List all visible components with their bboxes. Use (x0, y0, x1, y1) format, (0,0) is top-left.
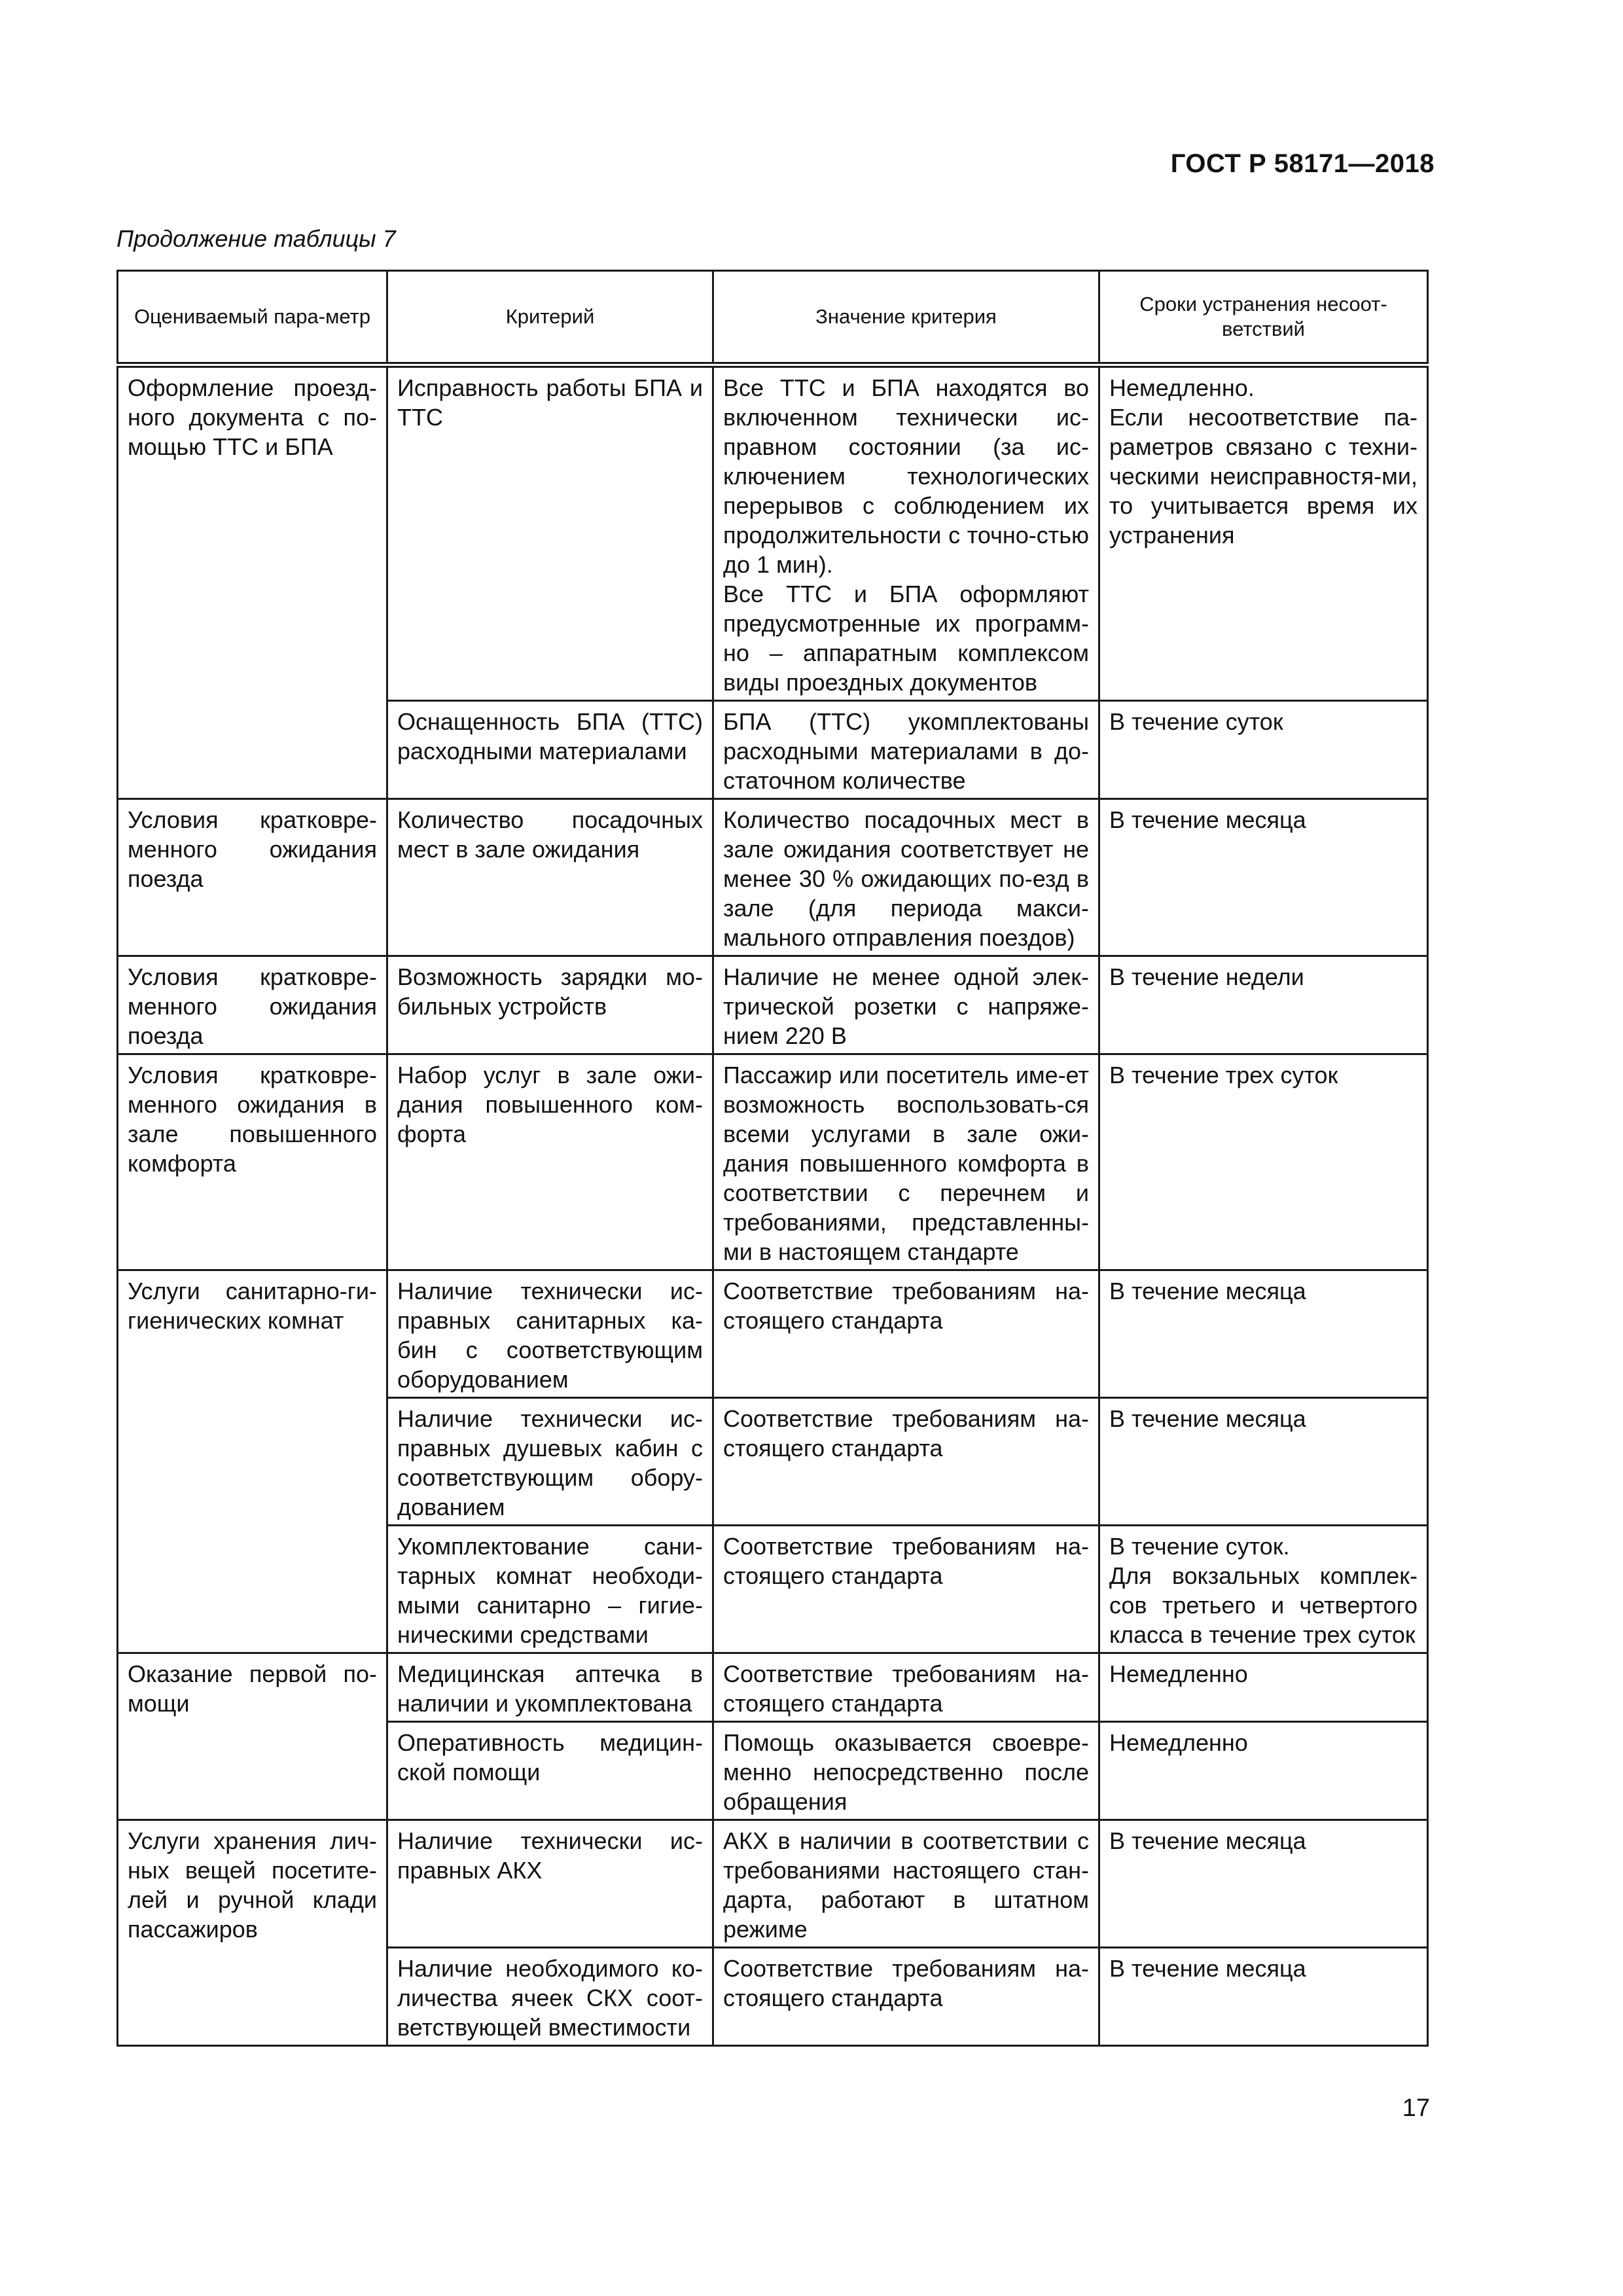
criteria-table (116, 270, 1429, 2047)
table-row (118, 1653, 1428, 1722)
cell-parameter: Условия кратковре-менного ожидания поезда (118, 799, 387, 956)
table-caption: Продолжение таблицы 7 (116, 225, 396, 252)
cell-criterion: Исправность работы БПА и ТТС (387, 365, 713, 701)
cell-value: Наличие не менее одной элек-трической розетки с напряже-нием 220 В (713, 956, 1099, 1054)
cell-parameter: Услуги санитарно-ги-гиенических комнат (118, 1270, 387, 1653)
cell-value: БПА (ТТС) укомплектованы расходными материалами в до-статочном количестве (713, 701, 1099, 799)
cell-deadline: В течение трех суток (1099, 1054, 1428, 1270)
cell-value: Помощь оказывается своевре-менно непосредственно после обращения (713, 1722, 1099, 1820)
cell-criterion: Укомплектование сани-тарных комнат необходи-мыми санитарно – гигие-ническими средствами (387, 1526, 713, 1653)
cell-criterion: Набор услуг в зале ожи-дания повышенного ком-форта (387, 1054, 713, 1270)
cell-deadline: Немедленно (1099, 1722, 1428, 1820)
cell-criterion: Оперативность медицин-ской помощи (387, 1722, 713, 1820)
table-row (118, 1270, 1428, 1398)
cell-deadline: В течение месяца (1099, 1270, 1428, 1398)
cell-parameter: Условия кратковре-менного ожидания поезда (118, 956, 387, 1054)
cell-deadline: В течение суток. Для вокзальных комплек-сов третьего и четвертого класса в течение трех суток (1099, 1526, 1428, 1653)
cell-criterion: Наличие технически ис-правных АКХ (387, 1820, 713, 1948)
cell-deadline: В течение месяца (1099, 1820, 1428, 1948)
cell-value: Количество посадочных мест в зале ожидания соответствует не менее 30 % ожидающих по-езд в зале (для периода макси-мального отправления поездов) (713, 799, 1099, 956)
cell-criterion: Оснащенность БПА (ТТС) расходными материалами (387, 701, 713, 799)
cell-deadline: В течение месяца (1099, 1948, 1428, 2046)
cell-value: Соответствие требованиям на-стоящего стандарта (713, 1948, 1099, 2046)
cell-value: Все ТТС и БПА находятся во включенном технически ис-правном состоянии (за ис-ключением технологических перерывов с соблюдением их продолжительности с точно-стью до 1 мин). Все ТТС и БПА оформляют предусмотренные их программ-но – аппаратным комплексом виды проездных документов (713, 365, 1099, 701)
cell-value: АКХ в наличии в соответствии с требованиями настоящего стан-дарта, работают в штатном режиме (713, 1820, 1099, 1948)
cell-value: Пассажир или посетитель име-ет возможность воспользовать-ся всеми услугами в зале ожи-дания повышенного комфорта в соответствии с перечнем и требованиями, представленны-ми в настоящем стандарте (713, 1054, 1099, 1270)
cell-parameter: Услуги хранения лич-ных вещей посетите-лей и ручной клади пассажиров (118, 1820, 387, 2046)
cell-value: Соответствие требованиям на-стоящего стандарта (713, 1270, 1099, 1398)
cell-value: Соответствие требованиям на-стоящего стандарта (713, 1526, 1099, 1653)
cell-deadline: В течение месяца (1099, 1398, 1428, 1526)
cell-deadline: В течение суток (1099, 701, 1428, 799)
cell-deadline: Немедленно (1099, 1653, 1428, 1722)
table-row (118, 365, 1428, 701)
column-header-criterion: Критерий (387, 271, 713, 365)
cell-parameter: Оформление проезд-ного документа с по-мощью ТТС и БПА (118, 365, 387, 799)
cell-criterion: Наличие необходимого ко-личества ячеек СКХ соот-ветствующей вместимости (387, 1948, 713, 2046)
table-header-row (118, 271, 1428, 365)
cell-criterion: Количество посадочных мест в зале ожидания (387, 799, 713, 956)
table-body (118, 365, 1428, 2046)
document-code: ГОСТ Р 58171—2018 (1170, 149, 1435, 178)
cell-parameter: Условия кратковре-менного ожидания в зале повышенного комфорта (118, 1054, 387, 1270)
cell-deadline: В течение месяца (1099, 799, 1428, 956)
cell-criterion: Наличие технически ис-правных душевых кабин с соответствующим обору-дованием (387, 1398, 713, 1526)
cell-deadline: В течение недели (1099, 956, 1428, 1054)
cell-value: Соответствие требованиям на-стоящего стандарта (713, 1653, 1099, 1722)
cell-criterion: Медицинская аптечка в наличии и укомплектована (387, 1653, 713, 1722)
cell-criterion: Возможность зарядки мо-бильных устройств (387, 956, 713, 1054)
table-row (118, 1820, 1428, 1948)
cell-parameter: Оказание первой по-мощи (118, 1653, 387, 1820)
table-row (118, 1054, 1428, 1270)
cell-deadline: Немедленно. Если несоответствие па-раметров связано с техни-ческими неисправностя-ми, то учитывается время их устранения (1099, 365, 1428, 701)
column-header-deadline: Сроки устранения несоот-ветствий (1099, 271, 1428, 365)
cell-criterion: Наличие технически ис-правных санитарных ка-бин с соответствующим оборудованием (387, 1270, 713, 1398)
table-row (118, 799, 1428, 956)
column-header-value: Значение критерия (713, 271, 1099, 365)
table-row (118, 956, 1428, 1054)
column-header-parameter: Оцениваемый пара-метр (118, 271, 387, 365)
cell-value: Соответствие требованиям на-стоящего стандарта (713, 1398, 1099, 1526)
page-number: 17 (1402, 2094, 1430, 2122)
